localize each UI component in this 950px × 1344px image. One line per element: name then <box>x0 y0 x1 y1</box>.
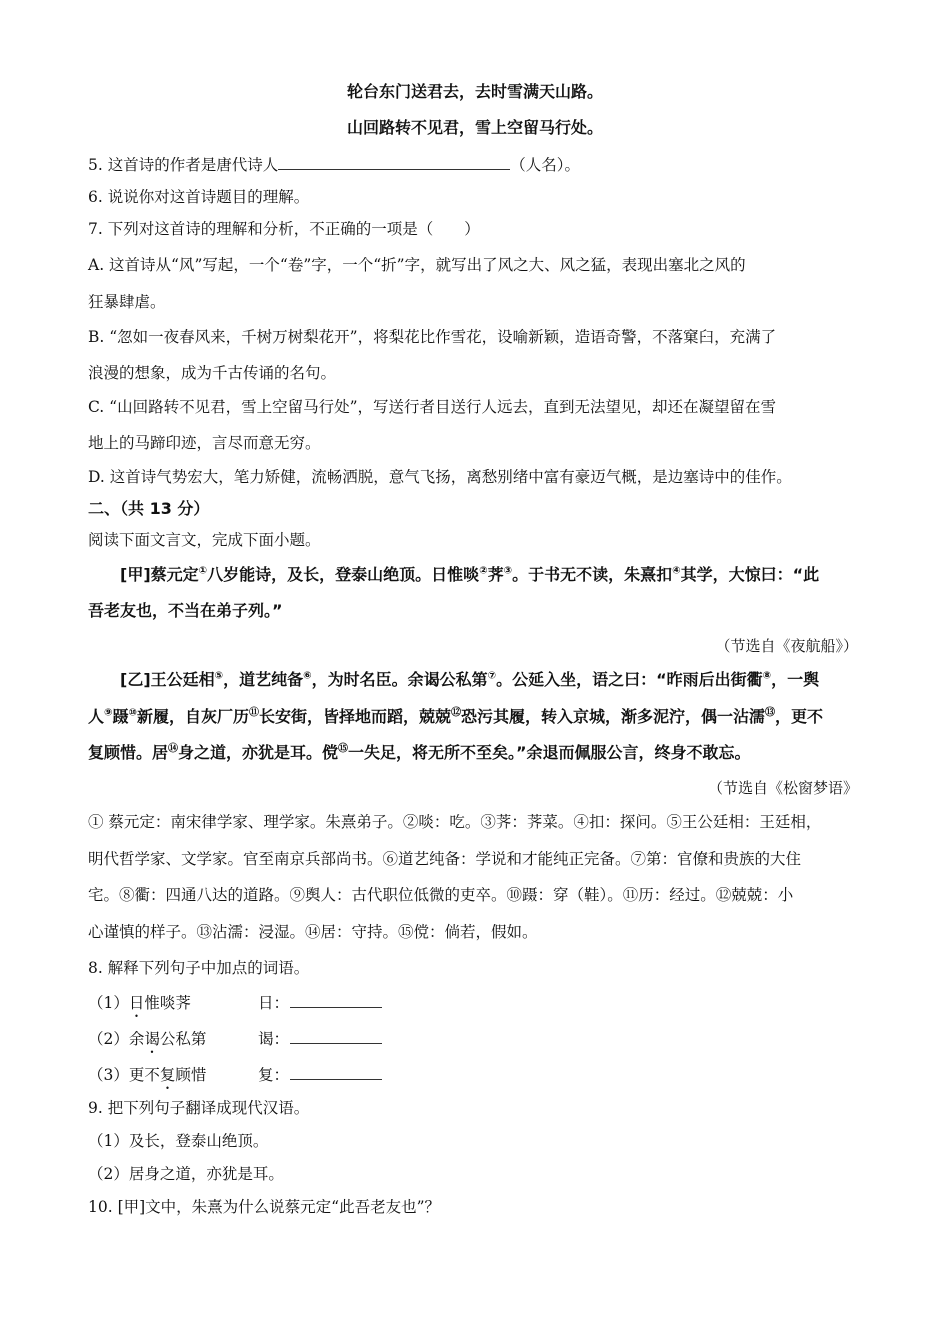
q8-item-3 <box>88 1063 382 1093</box>
q8-sentence <box>88 1065 258 1093</box>
passage-text: 荠 <box>487 565 504 584</box>
q5-text: 5. 这首诗的作者是唐代诗人 <box>88 156 279 174</box>
section-2-heading: 二、（共 13 分） <box>88 499 210 518</box>
footnote-marker: ⑮ <box>338 743 349 755</box>
passage-text: 恐污其履，转入京城，渐多泥泞，偶一沾濡 <box>461 707 766 726</box>
q8-sentence <box>88 993 258 1021</box>
q8-word-label: 复： <box>258 1066 290 1084</box>
footnote-marker: ⑨ <box>104 707 113 719</box>
passage-text: 长安街，皆择地而蹈，兢兢 <box>258 707 451 726</box>
passage-text: 蹑 <box>112 707 129 726</box>
passage-text: [乙]王公廷相 <box>120 670 215 689</box>
footnote-marker: ⑪ <box>248 707 259 719</box>
footnote-marker: ⑧ <box>762 670 772 682</box>
question-8-stem: 8. 解释下列句子中加点的词语。 <box>88 959 310 977</box>
q7-option-a-line2: 狂暴肆虐。 <box>88 293 166 311</box>
passage-text: [甲]蔡元定 <box>120 565 199 584</box>
q9-sentence-1: （1）及长，登泰山绝顶。 <box>88 1132 269 1150</box>
section-2-intro: 阅读下面文言文，完成下面小题。 <box>88 531 321 549</box>
footnote-marker: ⑭ <box>168 743 179 755</box>
sentence-text: （2）余 <box>88 1030 145 1048</box>
footnote-marker: ⑫ <box>451 707 461 719</box>
passage-text: 新履，自灰厂历 <box>136 707 249 726</box>
passage-jia-source: （节选自《夜航船》） <box>715 637 858 655</box>
passage-text: 。公延入坐，语之曰：“昨雨后出街衢 <box>496 670 763 689</box>
q5-answer-blank[interactable] <box>278 153 510 170</box>
q8-item-1 <box>88 991 382 1021</box>
q7-option-d: D. 这首诗气势宏大，笔力矫健，流畅洒脱，意气飞扬，离愁别绪中富有豪迈气概，是边塞诗中的佳作。 <box>88 468 792 486</box>
dotted-word: 谒 <box>144 1030 160 1048</box>
footnote-marker: ⑦ <box>487 670 497 682</box>
footnote-marker: ⑤ <box>214 670 224 682</box>
q7-option-a-line1: A. 这首诗从“风”写起，一个“卷”字，一个“折”字，就写出了风之大、风之猛，表现出塞北之风的 <box>88 256 746 274</box>
q7-option-c-line1: C. “山回路转不见君，雪上空留马行处”，写送行者目送行人远去，直到无法望见，却还在凝望留在雪 <box>88 398 777 416</box>
dotted-word: 复 <box>159 1066 176 1084</box>
passage-yi-line2 <box>88 707 823 727</box>
footnote-marker: ⑩ <box>128 707 137 719</box>
question-5 <box>88 153 580 175</box>
sentence-text: （1） <box>88 994 129 1012</box>
passage-text: 复顾惜。居 <box>88 743 169 762</box>
passage-jia-line2: 吾老友也，不当在弟子列。” <box>88 601 283 620</box>
q5-suffix: （人名）。 <box>510 156 580 174</box>
notes-line-4: 心谨慎的样子。⑬沾濡：浸湿。⑭居：守持。⑮傥：倘若，假如。 <box>88 923 538 941</box>
passage-yi-line1 <box>120 670 819 690</box>
poem-line-1: 轮台东门送君去，去时雪满天山路。 <box>346 82 603 101</box>
passage-text: ，更不 <box>775 707 824 726</box>
passage-jia-line1 <box>120 565 819 585</box>
q8-word-label: 日： <box>258 994 290 1012</box>
footnote-marker: ⑥ <box>303 670 312 682</box>
passage-text: 。于书无不读，朱熹扣 <box>512 565 673 584</box>
footnote-marker: ① <box>198 565 208 577</box>
passage-text: ，道艺纯备 <box>223 670 304 689</box>
dotted-word: 日 <box>128 994 145 1012</box>
q8-answer-blank-3[interactable] <box>290 1063 382 1080</box>
q8-answer-blank-2[interactable] <box>290 1027 382 1044</box>
notes-line-1: ① 蔡元定：南宋律学家、理学家。朱熹弟子。②啖：吃。③荠：荠菜。④扣：探问。⑤王公廷相：王廷相， <box>88 813 822 831</box>
passage-yi-source: （节选自《松窗梦语》 <box>707 779 858 797</box>
question-9-stem: 9. 把下列句子翻译成现代汉语。 <box>88 1099 310 1117</box>
notes-line-3: 宅。⑧衢：四通八达的道路。⑨舆人：古代职位低微的吏卒。⑩蹑：穿（鞋）。⑪历：经过。⑫兢兢：小 <box>88 886 794 904</box>
q8-answer-blank-1[interactable] <box>290 991 382 1008</box>
q7-option-b-line2: 浪漫的想象，成为千古传诵的名句。 <box>88 364 337 382</box>
sentence-text: 公私第 <box>159 1030 207 1048</box>
poem-line-2: 山回路转不见君，雪上空留马行处。 <box>346 118 603 137</box>
passage-text: 人 <box>88 707 105 726</box>
footnote-marker: ② <box>479 565 488 577</box>
question-6: 6. 说说你对这首诗题目的理解。 <box>88 188 310 206</box>
sentence-text: （3）更不 <box>88 1066 160 1084</box>
footnote-marker: ⑬ <box>765 707 776 719</box>
question-7-stem: 7. 下列对这首诗的理解和分析，不正确的一项是（ ） <box>88 220 480 238</box>
notes-line-2: 明代哲学家、文学家。官至南京兵部尚书。⑥道艺纯备：学说和才能纯正完备。⑦第：官僚和贵族的大住 <box>88 850 802 868</box>
passage-text: 身之道，亦犹是耳。傥 <box>178 743 339 762</box>
question-10: 10. [甲]文中，朱熹为什么说蔡元定“此吾老友也”？ <box>88 1198 441 1216</box>
passage-text: 其学，大惊曰：“此 <box>680 565 820 584</box>
q7-option-b-line1: B. “忽如一夜春风来，千树万树梨花开”，将梨花比作雪花，设喻新颖，造语奇警，不落窠臼，充满了 <box>88 328 777 346</box>
sentence-text: 惟啖荠 <box>144 994 191 1012</box>
passage-text: 一失足，将无所不至矣。”余退而佩服公言，终身不敢忘。 <box>348 743 751 762</box>
passage-text: ，为时名臣。余谒公私第 <box>311 670 488 689</box>
sentence-text: 顾惜 <box>175 1066 207 1084</box>
passage-yi-line3 <box>88 743 751 763</box>
footnote-marker: ③ <box>503 565 513 577</box>
passage-text: ，一舆 <box>771 670 820 689</box>
footnote-marker: ④ <box>672 565 681 577</box>
q8-item-2 <box>88 1027 382 1057</box>
passage-text: 八岁能诗，及长，登泰山绝顶。日惟啖 <box>207 565 480 584</box>
q8-word-label: 谒： <box>258 1030 290 1048</box>
q7-option-c-line2: 地上的马蹄印迹，言尽而意无穷。 <box>88 434 321 452</box>
q8-sentence <box>88 1029 258 1057</box>
q9-sentence-2: （2）居身之道，亦犹是耳。 <box>88 1165 284 1183</box>
